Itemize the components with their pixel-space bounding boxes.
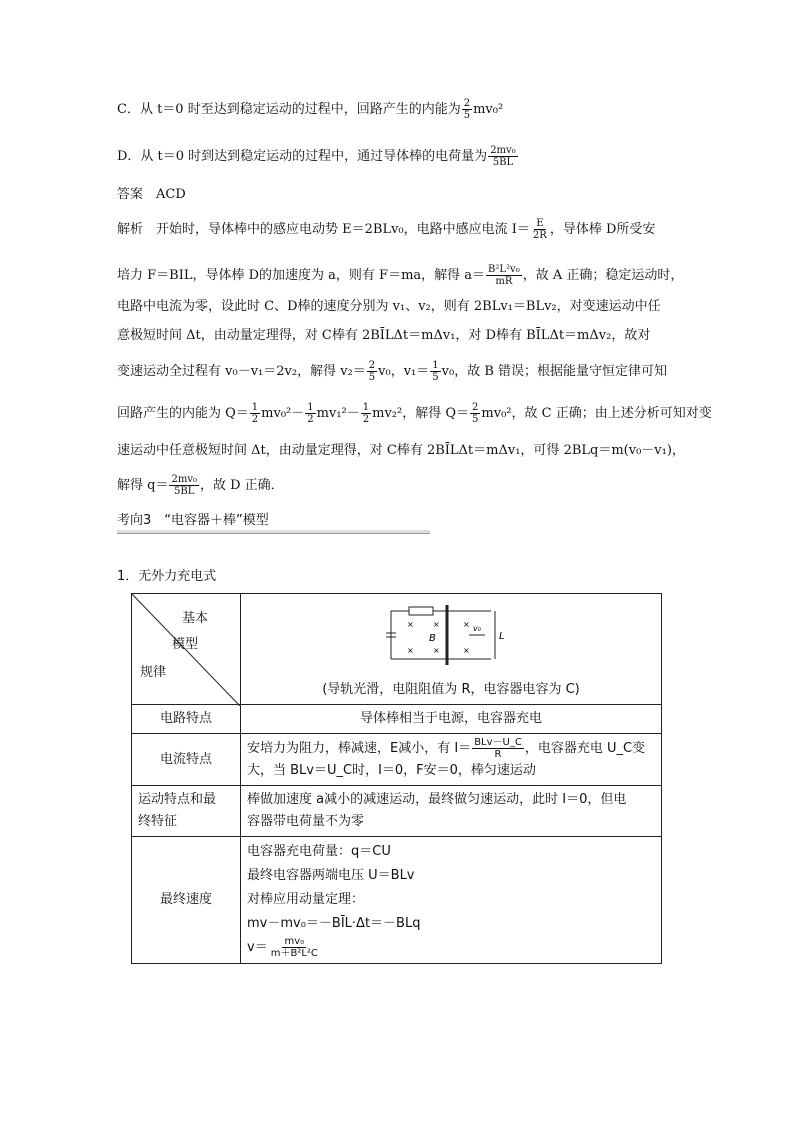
row-label: 电流特点 xyxy=(132,734,241,786)
row-label: 运动特点和最 终特征 xyxy=(132,786,241,837)
table-row xyxy=(132,594,662,705)
svg-text:×: × xyxy=(407,620,414,629)
fraction: $\frac{1}{2}$ xyxy=(307,402,314,425)
analysis-line-1: 解析 开始时，导体棒中的感应电动势 E＝2BLv₀，电路中感应电流 I＝ $\frac{E}{2R}$ ，导体棒 D所受安 xyxy=(117,218,656,241)
analysis-line-7: 速运动中任意极短时间 Δt，由动量定理得，对 C棒有 2BĪLΔt＝mΔv₁，可得 2BLq＝m(v₀－v₁)， xyxy=(117,443,685,458)
circuit-figure xyxy=(381,601,521,671)
fraction: $\frac{1}{5}$ xyxy=(432,360,439,383)
svg-text:×: × xyxy=(463,620,470,629)
diag-label-bottom: 规律 xyxy=(140,665,167,680)
fraction: $\frac{\text{2mv₀}}{5BL}$ xyxy=(171,474,197,497)
analysis-line-8: 解得 q＝ $\frac{\text{2mv₀}}{5BL}$ ，故 D 正确． xyxy=(117,474,284,497)
fraction: $\frac{\text{2mv₀}}{5BL}$ xyxy=(490,145,516,168)
row-content: 电容器充电荷量：q＝CU 最终电容器两端电压 U＝BLv 对棒应用动量定理： mv－mv₀＝－BĪL·Δt＝－BLq v＝ $\frac{\text{mv₀}}{\text{m＋B²L²C}}$ xyxy=(241,837,662,964)
section-header: 考向3 “电容器＋棒”模型 xyxy=(117,509,430,534)
fraction: $\frac{2}{5}$ xyxy=(368,360,376,383)
answer-line: 答案 ACD xyxy=(117,187,186,202)
fraction: $\frac{2}{5}$ xyxy=(463,98,471,121)
svg-text:×: × xyxy=(407,646,414,655)
table-row xyxy=(132,837,662,964)
analysis-line-3: 电路中电流为零，设此时 C、D棒的速度分别为 v₁、v₂，则有 2BLv₁＝BLv₂，对变速运动中任 xyxy=(117,299,661,314)
table-row xyxy=(132,705,662,734)
diagonal-header-cell xyxy=(132,594,241,705)
fraction: $\frac{1}{2}$ xyxy=(251,402,259,425)
fraction: $\frac{2}{5}$ xyxy=(472,402,479,425)
option-d: D．从 t＝0 时到达到稳定运动的过程中，通过导体棒的电荷量为 $\frac{\text{2mv₀}}{5BL}$ xyxy=(117,145,516,168)
row-label: 最终速度 xyxy=(132,837,241,964)
label-v0: v₀ xyxy=(473,624,481,633)
svg-text:×: × xyxy=(463,646,470,655)
analysis-line-4: 意极短时间 Δt，由动量定理得，对 C棒有 2BĪLΔt＝mΔv₁，对 D棒有 BĪLΔt＝mΔv₂，故对 xyxy=(117,328,651,343)
row-content: 棒做加速度 a减小的减速运动，最终做匀速运动，此时 I＝0，但电 容器带电荷量不为零 xyxy=(241,786,662,837)
model-table xyxy=(131,593,662,964)
analysis-line-2: 培力 F＝BIL，导体棒 D的加速度为 a，则有 F＝ma，解得 a＝ $\frac{\text{B²L²v₀}}{mR}$ ，故 A 正确；稳定运动时， xyxy=(117,264,684,287)
fraction: $\frac{\text{B²L²v₀}}{mR}$ xyxy=(488,264,520,287)
row-label: 电路特点 xyxy=(132,705,241,734)
figure-cell xyxy=(241,594,662,705)
figure-caption: (导轨光滑，电阻阻值为 R，电容器电容为 C) xyxy=(322,682,580,697)
option-c: C．从 t＝0 时至达到稳定运动的过程中，回路产生的内能为 $\frac{2}{5}$ mv₀² xyxy=(117,98,504,121)
subsection-title: 1．无外力充电式 xyxy=(117,569,217,584)
analysis-line-6: 回路产生的内能为 Q＝ $\frac{1}{2}$ mv₀²－ $\frac{1}{2}$ mv₁²－ $\frac{1}{2}$ mv₂²，解得 Q＝ $\frac{2}{5}$ mv₀²，故 C 正确；由上述分析可知对变 xyxy=(117,402,712,425)
fraction: $\frac{\text{mv₀}}{\text{m＋B²L²C}}$ xyxy=(270,936,318,959)
svg-text:×: × xyxy=(433,646,440,655)
row-content: 导体棒相当于电源，电容器充电 xyxy=(241,705,662,734)
fraction: $\frac{\text{BLv－U\_C}}{R}$ xyxy=(474,737,522,760)
label-L: L xyxy=(499,631,505,642)
table-row xyxy=(132,786,662,837)
fraction: $\frac{1}{2}$ xyxy=(362,402,370,425)
diag-label-mid: 模型 xyxy=(172,637,199,652)
svg-text:×: × xyxy=(433,620,440,629)
label-B: B xyxy=(429,633,436,644)
row-content: 安培力为阻力，棒减速，E减小，有 I＝ $\frac{\text{BLv－U\_C}}{R}$ ，电容器充电 U_C变 大，当 BLv＝U_C时，I＝0，F安＝0，棒匀速运动 xyxy=(241,734,662,786)
diag-label-top: 基本 xyxy=(182,611,209,626)
analysis-line-5: 变速运动全过程有 v₀－v₁＝2v₂，解得 v₂＝ $\frac{2}{5}$ v₀，v₁＝ $\frac{1}{5}$ v₀，故 B 错误；根据能量守恒定律可知 xyxy=(117,360,668,383)
table-row xyxy=(132,734,662,786)
fraction: $\frac{E}{2R}$ xyxy=(532,218,547,241)
